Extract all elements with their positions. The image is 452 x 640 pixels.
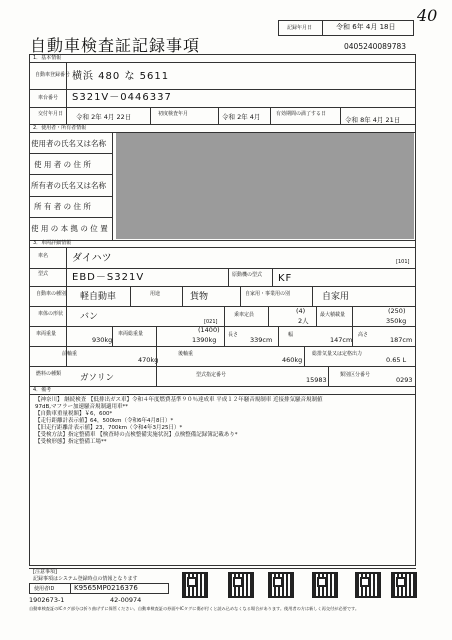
owner-name-label: 所有者の氏名又は名称 bbox=[31, 181, 106, 190]
model: EBD－S321V bbox=[72, 272, 145, 283]
user-address-label: 使 用 者 の 住 所 bbox=[34, 160, 91, 169]
qr-code-1 bbox=[182, 572, 208, 598]
first-reg-value: 令和 2年 4月 bbox=[222, 113, 261, 121]
first-reg-label: 初度検査年月 bbox=[158, 111, 189, 117]
type-cert-label: 型式指定番号 bbox=[196, 372, 227, 378]
notice-title: [注意事項] bbox=[33, 569, 57, 575]
capacity: 2人 bbox=[298, 317, 309, 325]
serial-2: 42-00974 bbox=[110, 596, 142, 604]
qr-code-2 bbox=[228, 572, 254, 598]
qr-code-4 bbox=[312, 572, 338, 598]
gross-label: 車両総重量 bbox=[118, 331, 144, 337]
height-label: 高さ bbox=[358, 332, 369, 338]
engine-label: 原動機の型式 bbox=[232, 272, 263, 278]
length: 339cm bbox=[250, 336, 273, 344]
reg-no-label: 自動車登録番号 bbox=[35, 72, 71, 78]
fuel-label: 燃料の種類 bbox=[36, 371, 62, 377]
kind-label: 自動車の種別 bbox=[36, 291, 67, 297]
remark-line: 【走行距離計表示値】64，500km（令和6年4月8日）* bbox=[35, 418, 174, 424]
gross: 1390kg bbox=[192, 336, 217, 344]
capacity-label: 乗車定員 bbox=[234, 312, 255, 318]
maker-code: [101] bbox=[396, 259, 410, 265]
section4-heading: 4．備考 bbox=[33, 387, 52, 393]
use-label: 用途 bbox=[150, 291, 161, 297]
maxload: 350kg bbox=[386, 317, 407, 325]
bottom-note: 自動車検査証のICタグ部分は折り曲げずに保管ください。自動車検査証の券面やICタグに傷が付くと読み込めなくなる場合があります。使用者の方は新しく再交付が必要です。 bbox=[29, 606, 360, 611]
serial-1: 1902673-1 bbox=[29, 596, 65, 604]
user-name-label: 使用者の氏名又は名称 bbox=[31, 139, 106, 148]
category-label: 類別区分番号 bbox=[340, 372, 371, 378]
category: 0293 bbox=[396, 376, 413, 384]
remark-line: 【受検方法】指定整備車 【検査時の点検整備実施状況】点検整備記録簿記載あり* bbox=[35, 432, 238, 438]
notice-text: 記録事項はシステム登録時点の情報となります bbox=[33, 576, 138, 582]
fuel: ガソリン bbox=[80, 373, 115, 383]
section2-heading: 2．使用者・所有者情報 bbox=[33, 125, 87, 131]
qr-code-5 bbox=[355, 572, 381, 598]
section1-heading: 1．基本情報 bbox=[33, 55, 62, 61]
use: 貨物 bbox=[190, 292, 209, 302]
document-title: 自動車検査証記録事項 bbox=[30, 36, 201, 55]
maker: ダイハツ bbox=[72, 253, 112, 264]
user-id: K9565MP0216376 bbox=[74, 584, 138, 592]
kind: 軽自動車 bbox=[80, 292, 117, 302]
front-axle: 470kg bbox=[138, 356, 159, 364]
expiry-value: 令和 8年 4月 21日 bbox=[345, 116, 401, 124]
engine: KF bbox=[278, 273, 293, 284]
section3-heading: 3．車両詳細情報 bbox=[33, 240, 72, 246]
weight: 930kg bbox=[92, 336, 113, 344]
base-location-label: 使 用 の 本 拠 の 位 置 bbox=[31, 224, 108, 233]
document-number: 0405240089783 bbox=[344, 42, 407, 51]
expiry-label: 有効期間の満了する日 bbox=[276, 111, 327, 117]
private-label: 自家用・事業用の別 bbox=[245, 291, 291, 297]
displacement-label: 総排気量又は定格出力 bbox=[312, 351, 363, 357]
weight-label: 車両重量 bbox=[36, 331, 57, 337]
redacted-owner-info bbox=[116, 133, 414, 239]
remark-line: 【受検形態】指定整備工場** bbox=[35, 439, 107, 445]
corner-mark: 40 bbox=[417, 6, 438, 25]
reg-no: 横浜 480 な 5611 bbox=[72, 71, 170, 82]
front-axle-label: 前軸重 bbox=[62, 351, 78, 357]
issue-value: 令和 2年 4月 22日 bbox=[76, 113, 132, 121]
width: 147cm bbox=[330, 336, 353, 344]
rear-axle-label: 後軸重 bbox=[178, 351, 194, 357]
maker-label: 車名 bbox=[38, 253, 49, 259]
main-frame bbox=[29, 54, 416, 566]
issue-date-label: 記録年月日 bbox=[287, 25, 313, 31]
qr-code-3 bbox=[268, 572, 294, 598]
body-code: [021] bbox=[204, 319, 218, 325]
maxload-label: 最大積載量 bbox=[320, 312, 346, 318]
private: 自家用 bbox=[322, 292, 350, 302]
remark-line: 97dB,マフラー加速騒音規制適用車** bbox=[35, 404, 129, 410]
gross-top: (1400) bbox=[198, 326, 220, 334]
remark-line: 【旧走行距離計表示値】23，700km（令和4年3月25日）* bbox=[35, 425, 183, 431]
issue-label: 交付年月日 bbox=[38, 111, 64, 117]
type-cert: 15983 bbox=[306, 376, 327, 384]
chassis-number: S321V－0446337 bbox=[72, 92, 172, 103]
remark-line: 【自動車重量税額】￥6，600* bbox=[35, 411, 113, 417]
body-label: 車体の形状 bbox=[38, 311, 64, 317]
width-label: 幅 bbox=[288, 332, 294, 338]
remark-line: 【神奈川】 継続検査 【低排出ガス車】令和４年度燃費基準９０％達成車 平成１２年騒音規制車 近接排気騒音規制値 bbox=[35, 397, 323, 403]
displacement: 0.65 L bbox=[386, 356, 407, 364]
user-id-label: 使用者ID bbox=[34, 586, 55, 592]
qr-code-6 bbox=[391, 572, 417, 598]
rear-axle: 460kg bbox=[282, 356, 303, 364]
body-shape: バン bbox=[80, 312, 99, 322]
chassis-label: 車台番号 bbox=[38, 95, 59, 101]
model-label: 型式 bbox=[38, 271, 49, 277]
maxload-top: (250) bbox=[388, 307, 406, 315]
height: 187cm bbox=[390, 336, 413, 344]
issue-date: 令和 6年 4月 18日 bbox=[336, 23, 396, 31]
length-label: 長さ bbox=[228, 332, 239, 338]
owner-address-label: 所 有 者 の 住 所 bbox=[34, 202, 91, 211]
capacity-top: (4) bbox=[296, 307, 306, 315]
